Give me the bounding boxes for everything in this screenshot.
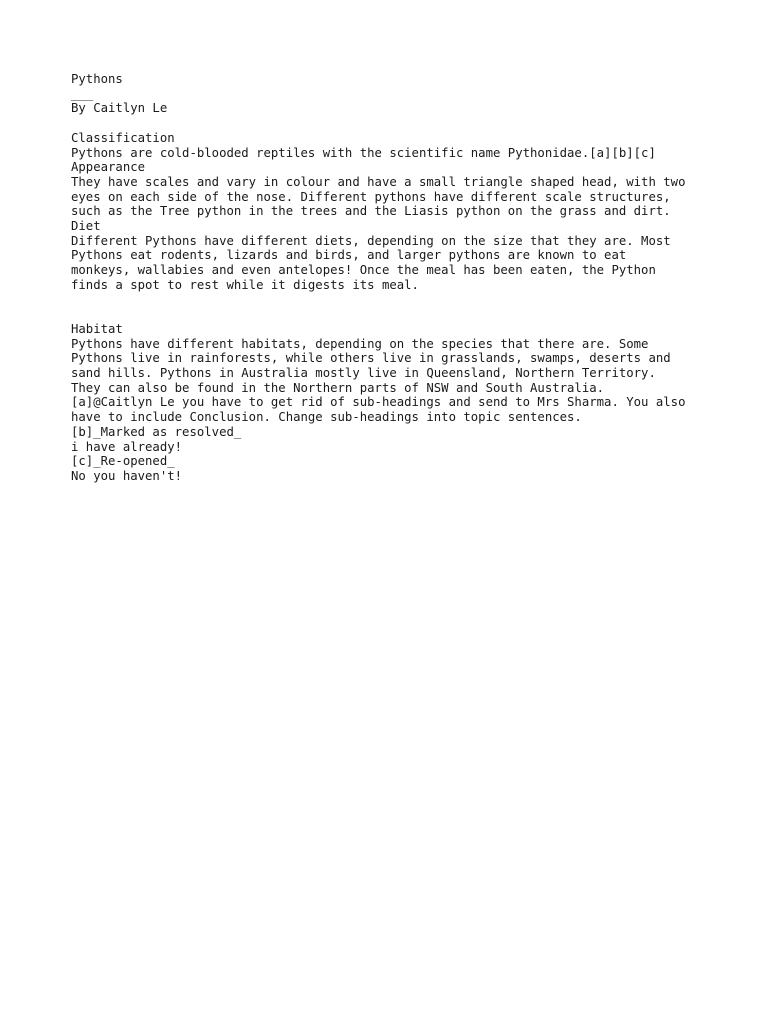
- spacer: [71, 116, 711, 131]
- comment-b-header: [b]_Marked as resolved_: [71, 424, 242, 439]
- paragraph-line: Pythons are cold-blooded reptiles with the scientific name Pythonidae.[a][b][c]: [71, 145, 656, 160]
- comment-c-header: [c]_Re-opened_: [71, 454, 175, 469]
- document-title: Pythons: [71, 72, 123, 86]
- heading-diet: Diet: [71, 219, 101, 234]
- paragraph-line: They have scales and vary in colour and have a small triangle shaped head, with two: [71, 174, 686, 189]
- heading-habitat: Habitat: [71, 321, 123, 336]
- byline: By Caitlyn Le: [71, 101, 168, 116]
- title-separator: ___: [71, 86, 94, 101]
- heading-classification: Classification: [71, 130, 175, 145]
- comment-b-text: i have already!: [71, 439, 183, 454]
- paragraph-line: monkeys, wallabies and even antelopes! Once the meal has been eaten, the Python: [71, 263, 656, 278]
- paragraph-line: finds a spot to rest while it digests its meal.: [71, 277, 419, 292]
- comment-a-line: [a]@Caitlyn Le you have to get rid of sub-headings and send to Mrs Sharma. You also: [71, 395, 686, 410]
- document-body: [71, 72, 711, 484]
- paragraph-line: They can also be found in the Northern parts of NSW and South Australia.: [71, 380, 605, 395]
- comment-a-line: have to include Conclusion. Change sub-headings into topic sentences.: [71, 410, 582, 425]
- paragraph-line: sand hills. Pythons in Australia mostly live in Queensland, Northern Territory.: [71, 366, 656, 381]
- comment-c-text: No you haven't!: [71, 468, 183, 483]
- spacer: [71, 293, 711, 322]
- paragraph-line: Pythons live in rainforests, while others live in grasslands, swamps, deserts and: [71, 351, 671, 366]
- paragraph-line: Different Pythons have different diets, depending on the size that they are. Most: [71, 233, 671, 248]
- paragraph-line: such as the Tree python in the trees and the Liasis python on the grass and dirt.: [71, 204, 671, 219]
- paragraph-line: eyes on each side of the nose. Different pythons have different scale structures,: [71, 189, 671, 204]
- paragraph-line: Pythons eat rodents, lizards and birds, and larger pythons are known to eat: [71, 248, 627, 263]
- paragraph-line: Pythons have different habitats, depending on the species that there are. Some: [71, 336, 649, 351]
- heading-appearance: Appearance: [71, 160, 146, 175]
